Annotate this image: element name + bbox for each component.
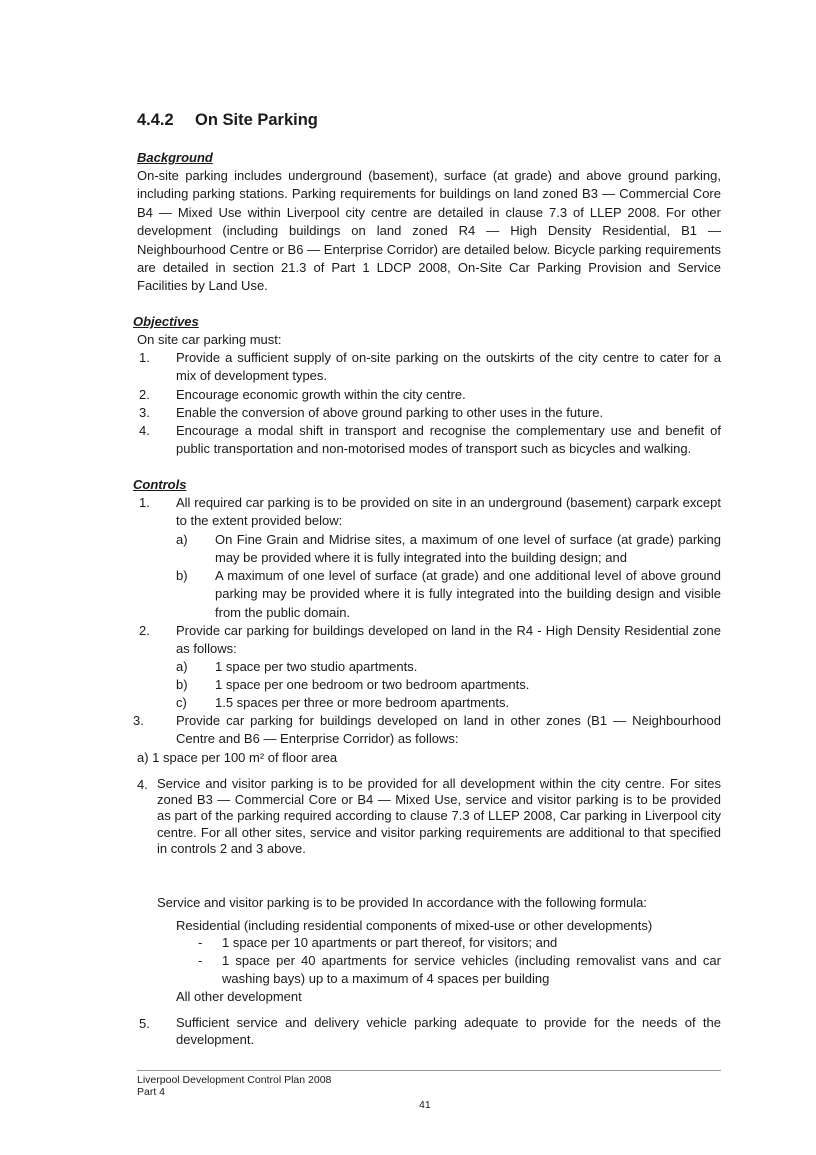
objective-text: Encourage economic growth within the city centre.: [176, 387, 466, 402]
control-sub-text: 1 space per one bedroom or two bedroom apartments.: [215, 677, 530, 692]
objective-number: 4.: [139, 423, 150, 438]
controls-heading: Controls: [133, 477, 187, 492]
objective-text: Enable the conversion of above ground parking to other uses in the future.: [176, 405, 604, 420]
control-text: Provide car parking for buildings developed on land in other zones (B1 — Neighbourhood Centre and B6 — Enterprise Corridor) as follows:: [176, 713, 721, 747]
objective-number: 1.: [139, 350, 150, 365]
control-number: 4.: [137, 777, 148, 792]
dash-bullet: -: [198, 935, 203, 950]
footer-divider: [137, 1070, 721, 1071]
background-text: On-site parking includes underground (basement), surface (at grade) and above ground parking, including parking stations. Parking requirements for buildings on land zoned B3 — Commercial Core B4 — Mixed Use within Liverpool city centre are detailed in clause 7.3 of LLEP 2008. For other development (including buildings on land zoned R4 — High Density Residential, B1 — Neighbourhood Centre or B6 — Enterprise Corridor) are detailed below. Bicycle parking requirements are detailed in section 21.3 of Part 1 LDCP 2008, On-Site Car Parking Provision and Service Facilities by Land Use.: [137, 168, 721, 294]
control-sub-text: 1 space per two studio apartments.: [215, 659, 418, 674]
dash-text: 1 space per 10 apartments or part thereof, for visitors; and: [222, 935, 558, 950]
control-number: 5.: [139, 1016, 150, 1031]
section-number: 4.4.2: [137, 111, 174, 129]
control-sub-text: On Fine Grain and Midrise sites, a maximum of one level of surface (at grade) parking may be provided where it is fully integrated into the building design; and: [215, 532, 721, 566]
control-text: Sufficient service and delivery vehicle parking adequate to provide for the needs of the development.: [176, 1015, 721, 1047]
control-text: Provide car parking for buildings developed on land in the R4 - High Density Residential zone as follows:: [176, 623, 721, 657]
dash-text: 1 space per 40 apartments for service vehicles (including removalist vans and car washing bays) up to a maximum of 4 spaces per building: [222, 953, 721, 987]
control-sub-label: c): [176, 695, 187, 710]
objective-text: Encourage a modal shift in transport and recognise the complementary use and benefit of public transportation and non-motorised modes of transport such as bicycles and walking.: [176, 423, 721, 457]
control-number: 1.: [139, 495, 150, 510]
formula-intro: Service and visitor parking is to be provided In accordance with the following formula:: [157, 895, 647, 910]
section-heading: [137, 111, 318, 130]
control-text: All required car parking is to be provided on site in an underground (basement) carpark except to the extent provided below:: [176, 495, 721, 529]
objective-number: 3.: [139, 405, 150, 420]
control-text: Service and visitor parking is to be provided for all development within the city centre. For sites zoned B3 — Commercial Core or B4 — Mixed Use, service and visitor parking is to be provided as part of the parking required according to clause 7.3 of LLEP 2008, Car parking in Liverpool city centre. For all other sites, service and visitor parking requirements are additional to that specified in controls 2 and 3 above.: [157, 776, 721, 856]
background-heading: Background: [137, 150, 213, 165]
control-sub-text: 1.5 spaces per three or more bedroom apartments.: [215, 695, 510, 710]
dash-bullet: -: [198, 953, 203, 968]
control-sub-text: A maximum of one level of surface (at grade) and one additional level of above ground parking may be provided where it is fully integrated into the building design and visible from the public domain.: [215, 568, 721, 620]
footer-document-title: Liverpool Development Control Plan 2008: [137, 1074, 332, 1086]
control-sub-label: b): [176, 677, 188, 692]
objectives-heading: Objectives: [133, 314, 199, 329]
objective-number: 2.: [139, 387, 150, 402]
other-development-label: All other development: [176, 989, 302, 1004]
residential-label: Residential (including residential components of mixed-use or other developments): [176, 918, 653, 933]
control-sub-label: b): [176, 568, 188, 583]
page-number: 41: [419, 1099, 431, 1111]
control-sub-label: a): [176, 659, 188, 674]
control-number: 2.: [139, 623, 150, 638]
footer-part: Part 4: [137, 1086, 166, 1098]
control-number: 3.: [133, 713, 144, 728]
objective-text: Provide a sufficient supply of on-site parking on the outskirts of the city centre to cater for a mix of development types.: [176, 350, 721, 384]
control-sub-text: a) 1 space per 100 m² of floor area: [137, 750, 338, 765]
section-title: On Site Parking: [195, 111, 318, 129]
objectives-intro: On site car parking must:: [137, 332, 282, 347]
control-sub-label: a): [176, 532, 188, 547]
